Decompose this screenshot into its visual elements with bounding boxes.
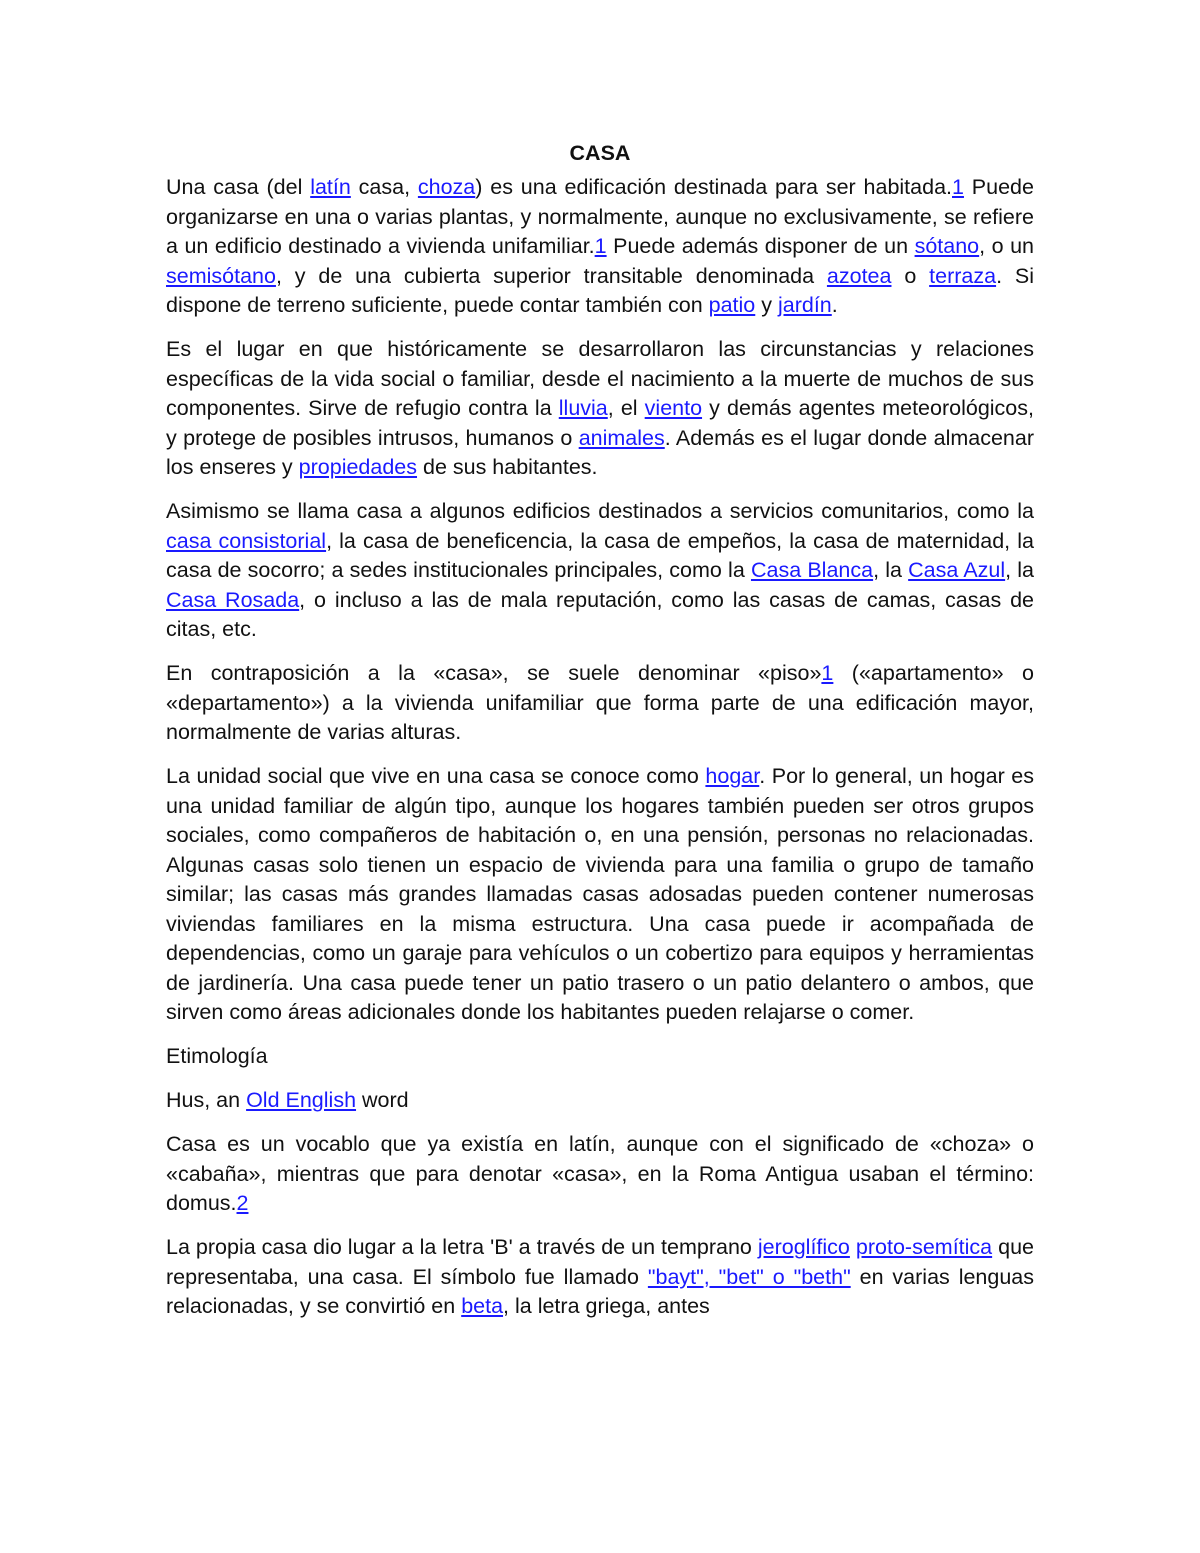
paragraph-letter-b: La propia casa dio lugar a la letra 'B' a través de un temprano jeroglífico proto-semítica que representaba, una casa. El símbolo fue llamado "bayt", "bet" o "beth" en varias lenguas relacionadas, y se convirtió en beta, la letra griega, antes [166, 1235, 1035, 1318]
paragraph-latin-origin: Casa es un vocablo que ya existía en latín, aunque con el significado de «choza» o «cabaña», mientras que para denotar «casa», en la Roma Antigua usaban el término: domus.2 [166, 1132, 1034, 1215]
link-viento[interactable]: viento [644, 396, 703, 420]
paragraph-contraposition: En contraposición a la «casa», se suele denominar «piso»1 («apartamento» o «departamento») a la vivienda unifamiliar que forma parte de una edificación mayor, normalmente de varias alturas. [166, 661, 1034, 744]
paragraph-institutional: Asimismo se llama casa a algunos edificios destinados a servicios comunitarios, como la casa consistorial, la casa de beneficencia, la casa de empeños, la casa de maternidad, la casa de socorro; a sedes institucionales principales, como la Casa Blanca, la Casa Azul, la Casa Rosada, o incluso a las de mala reputación, como las casas de camas, casas de citas, etc. [166, 499, 1035, 641]
link-bayt-bet-beth[interactable]: "bayt", "bet" o "beth" [647, 1264, 851, 1289]
link-patio[interactable]: patio [708, 293, 756, 317]
paragraph-hus: Hus, an Old English word [166, 1088, 409, 1112]
link-casa-consistorial[interactable]: casa consistorial [166, 528, 327, 553]
link-semisotano[interactable]: semisótano [166, 263, 276, 288]
link-propiedades[interactable]: propiedades [298, 455, 418, 479]
paragraph-social-role: Es el lugar en que históricamente se desarrollaron las circunstancias y relaciones específicas de la vida social o familiar, desde el nacimiento a la muerte de muchos de sus componentes. Sirve de refugio contra la lluvia, el viento y demás agentes meteorológicos, y protege de posibles intrusos, humanos o animales. Además es el lugar donde almacenar los enseres y propiedades de sus habitantes. [166, 337, 1034, 479]
link-beta[interactable]: beta [461, 1294, 504, 1318]
link-casa-blanca[interactable]: Casa Blanca [750, 558, 874, 582]
paragraph-household: La unidad social que vive en una casa se conoce como hogar. Por lo general, un hogar es una unidad familiar de algún tipo, aunque los hogares también pueden ser otros grupos sociales, como compañeros de habitación o, en una pensión, personas no relacionadas. Algunas casas solo tienen un espacio de vivienda para una familia o grupo de tamaño similar; las casas más grandes llamadas casas adosadas pueden contener numerosas viviendas familiares en la misma estructura. Una casa puede ir acompañada de dependencias, como un garaje para vehículos o un cobertizo para equipos y herramientas de jardinería. Una casa puede tener un patio trasero o un patio delantero o ambos, que sirven como áreas adicionales donde los habitantes pueden relajarse o comer. [166, 764, 1035, 1024]
link-casa-azul[interactable]: Casa Azul [908, 558, 1006, 582]
link-azotea[interactable]: azotea [826, 263, 892, 288]
link-lluvia[interactable]: lluvia [558, 396, 608, 420]
document-title: CASA [569, 141, 631, 165]
link-hogar[interactable]: hogar [705, 764, 760, 788]
footnote-link-1[interactable]: 1 [594, 234, 607, 258]
link-jardin[interactable]: jardín [777, 293, 832, 317]
link-jeroglifico[interactable]: jeroglífico [757, 1235, 850, 1259]
link-choza[interactable]: choza [417, 175, 476, 199]
link-sotano[interactable]: sótano [914, 234, 980, 258]
link-terraza[interactable]: terraza [929, 263, 997, 288]
link-latin[interactable]: latín [310, 175, 351, 199]
footnote-link-1[interactable]: 1 [952, 175, 964, 199]
footnote-link-1[interactable]: 1 [821, 661, 834, 685]
paragraph-definition: Una casa (del latín casa, choza) es una edificación destinada para ser habitada.1 Puede organizarse en una o varias plantas, y normalmente, aunque no exclusivamente, se refiere a un edificio destinado a vivienda unifamiliar.1 Puede además disponer de un sótano, o un semisótano, y de una cubierta superior transitable denominada azotea o terraza. Si dispone de terreno suficiente, puede contar también con patio y jardín. [166, 175, 1034, 317]
footnote-link-2[interactable]: 2 [236, 1191, 249, 1215]
link-casa-rosada[interactable]: Casa Rosada [166, 587, 300, 612]
link-proto-semitica[interactable]: proto-semítica [855, 1235, 993, 1259]
document-page [166, 135, 1034, 1336]
link-animales[interactable]: animales [578, 425, 665, 450]
heading-etymology: Etimología [166, 1044, 268, 1068]
link-old-english[interactable]: Old English [246, 1088, 357, 1112]
